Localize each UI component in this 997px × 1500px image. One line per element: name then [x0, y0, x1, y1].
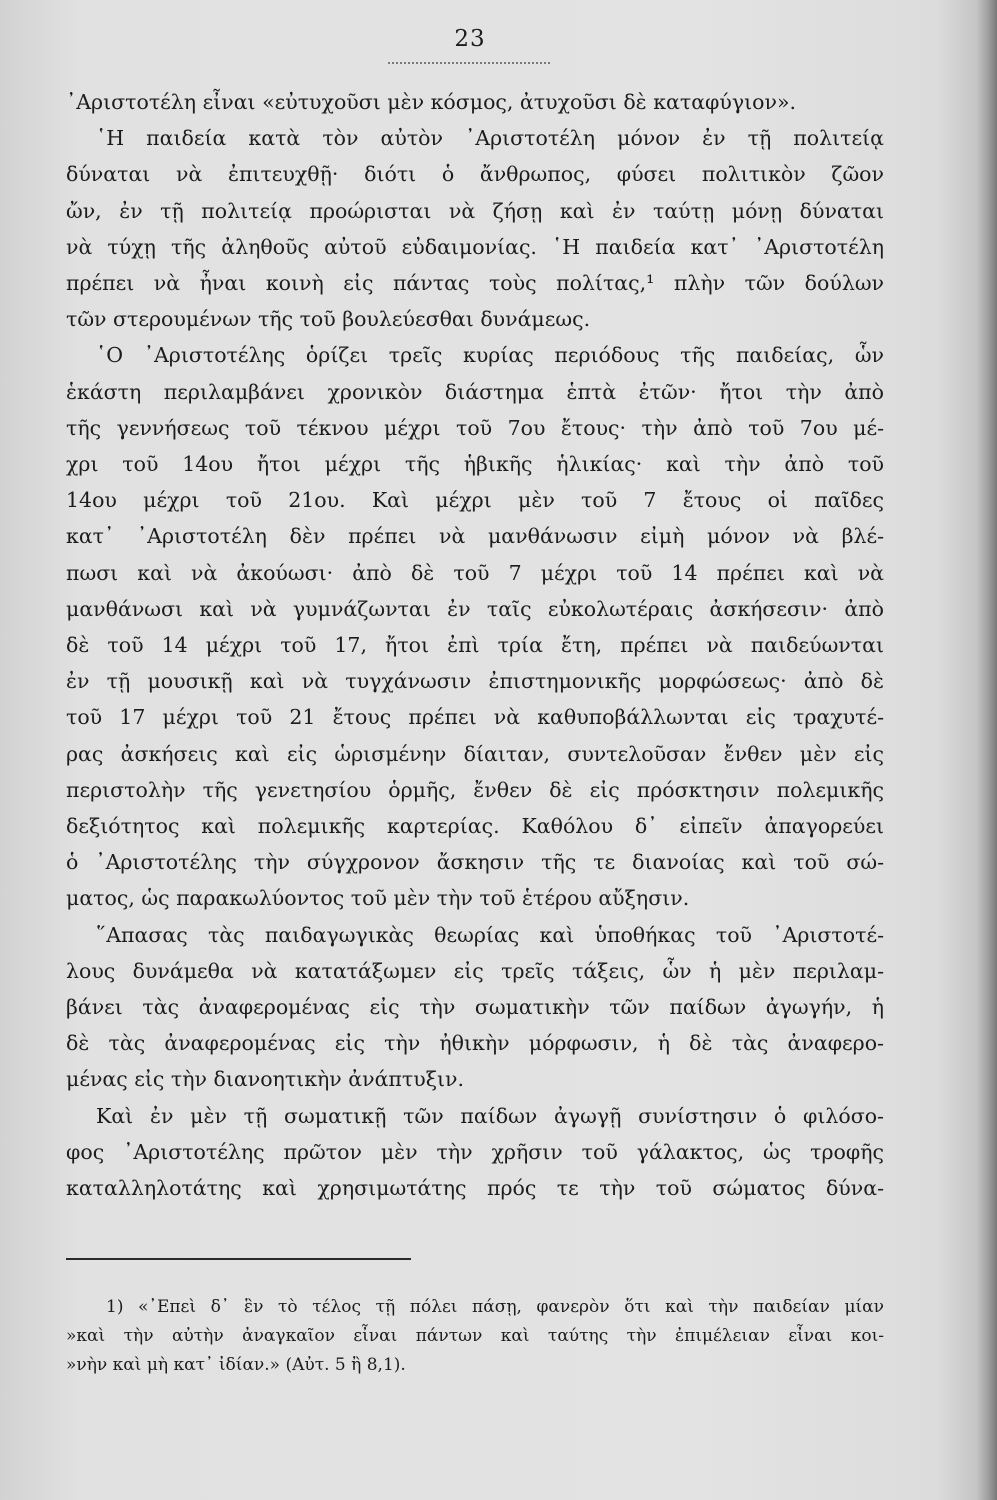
text-line: ρας ἀσκήσεις καὶ εἰς ὡρισμένην δίαιταν, συντελοῦσαν ἔνθεν μὲν εἰς	[66, 741, 884, 766]
footnote-line: »καὶ τὴν αὐτὴν ἀναγκαῖον εἶναι πάντων καὶ ταύτης τὴν ἐπιμέλειαν εἶναι κοι-	[66, 1326, 884, 1346]
footnote-line: 1) «᾿Επεὶ δ᾿ ἓν τὸ τέλος τῇ πόλει πάσῃ, φανερὸν ὅτι καὶ τὴν παιδείαν μίαν	[106, 1297, 884, 1317]
text-line: κατ᾿ ᾿Αριστοτέλη δὲν πρέπει νὰ μανθάνωσιν εἰμὴ μόνον νὰ βλέ-	[66, 524, 884, 549]
text-line: ῾Ο ᾿Αριστοτέλης ὁρίζει τρεῖς κυρίας περιόδους τῆς παιδείας, ὧν	[96, 343, 884, 368]
text-line: τῆς γεννήσεως τοῦ τέκνου μέχρι τοῦ 7ου ἔτους· τὴν ἀπὸ τοῦ 7ου μέ-	[66, 415, 884, 440]
text-line: τῶν στερουμένων τῆς τοῦ βουλεύεσθαι δυνάμεως.	[66, 307, 591, 332]
text-line: ματος, ὡς παρακωλύοντος τοῦ μὲν τὴν τοῦ ἑτέρου αὔξησιν.	[66, 886, 690, 911]
text-line: περιστολὴν τῆς γενετησίου ὁρμῆς, ἔνθεν δὲ εἰς πρόσκτησιν πολεμικῆς	[66, 777, 884, 802]
footnote-line: »νὴν καὶ μὴ κατ᾿ ἰδίαν.» (Αὐτ. 5 ἢ 8,1).	[66, 1355, 406, 1375]
text-line: καταλληλοτάτης καὶ χρησιμωτάτης πρός τε τὴν τοῦ σώματος δύνα-	[66, 1176, 884, 1201]
footnote	[66, 1293, 884, 1380]
text-line: λους δυνάμεθα νὰ κατατάξωμεν εἰς τρεῖς τάξεις, ὧν ἡ μὲν περιλαμ-	[66, 958, 884, 983]
text-line: φος ᾿Αριστοτέλης πρῶτον μὲν τὴν χρῆσιν τοῦ γάλακτος, ὡς τροφῆς	[66, 1139, 884, 1164]
text-line: ᾿Αριστοτέλη εἶναι «εὐτυχοῦσι μὲν κόσμος, ἀτυχοῦσι δὲ καταφύγιον».	[66, 90, 797, 114]
text-line: δεξιότητος καὶ πολεμικῆς καρτερίας. Καθόλου δ᾿ εἰπεῖν ἀπαγορεύει	[66, 814, 884, 839]
text-line: ἑκάστη περιλαμβάνει χρονικὸν διάστημα ἑπτὰ ἐτῶν· ἤτοι τὴν ἀπὸ	[66, 379, 884, 404]
text-line: βάνει τὰς ἀναφερομένας εἰς τὴν σωματικὴν τῶν παίδων ἀγωγήν, ἡ	[66, 995, 884, 1020]
text-line: νὰ τύχῃ τῆς ἀληθοῦς αὐτοῦ εὐδαιμονίας. ῾Η παιδεία κατ᾿ ᾿Αριστοτέλη	[66, 234, 884, 259]
text-line: Καὶ ἐν μὲν τῇ σωματικῇ τῶν παίδων ἀγωγῇ συνίστησιν ὁ φιλόσο-	[96, 1103, 884, 1128]
text-line: πωσι καὶ νὰ ἀκούωσι· ἀπὸ δὲ τοῦ 7 μέχρι τοῦ 14 πρέπει καὶ νὰ	[66, 560, 884, 585]
text-line: μένας εἰς τὴν διανοητικὴν ἀνάπτυξιν.	[66, 1067, 464, 1092]
text-line: πρέπει νὰ ἦναι κοινὴ εἰς πάντας τοὺς πολίτας,¹ πλὴν τῶν δούλων	[66, 271, 884, 296]
text-line: 14ου μέχρι τοῦ 21ου. Καὶ μέχρι μὲν τοῦ 7 ἔτους οἱ παῖδες	[66, 488, 884, 513]
page-number-rule	[388, 62, 550, 64]
text-line: δὲ τὰς ἀναφερομένας εἰς τὴν ἠθικὴν μόρφωσιν, ἡ δὲ τὰς ἀναφερο-	[66, 1031, 884, 1056]
text-line: ἐν τῇ μουσικῇ καὶ νὰ τυγχάνωσιν ἐπιστημονικῆς μορφώσεως· ἀπὸ δὲ	[66, 669, 884, 694]
footnote-separator	[66, 1258, 411, 1260]
text-line: δύναται νὰ ἐπιτευχθῇ· διότι ὁ ἄνθρωπος, φύσει πολιτικὸν ζῶον	[66, 162, 884, 187]
text-line: ῞Απασας τὰς παιδαγωγικὰς θεωρίας καὶ ὑποθήκας τοῦ ᾿Αριστοτέ-	[96, 922, 884, 947]
text-line: ὁ ᾿Αριστοτέλης τὴν σύγχρονον ἄσκησιν τῆς τε διανοίας καὶ τοῦ σώ-	[66, 850, 884, 875]
main-text	[66, 84, 884, 1206]
page-number: 23	[454, 26, 486, 52]
text-line: ὤν, ἐν τῇ πολιτείᾳ προώρισται νὰ ζήσῃ καὶ ἐν ταύτῃ μόνῃ δύναται	[66, 198, 884, 223]
text-line: δὲ τοῦ 14 μέχρι τοῦ 17, ἤτοι ἐπὶ τρία ἔτη, πρέπει νὰ παιδεύωνται	[66, 633, 884, 658]
text-line: ῾Η παιδεία κατὰ τὸν αὐτὸν ᾿Αριστοτέλη μόνον ἐν τῇ πολιτείᾳ	[96, 126, 884, 151]
text-line: τοῦ 17 μέχρι τοῦ 21 ἔτους πρέπει νὰ καθυποβάλλωνται εἰς τραχυτέ-	[66, 705, 884, 730]
text-line: μανθάνωσι καὶ νὰ γυμνάζωνται ἐν ταῖς εὐκολωτέραις ἀσκήσεσιν· ἀπὸ	[66, 596, 884, 621]
text-line: χρι τοῦ 14ου ἤτοι μέχρι τῆς ἡβικῆς ἡλικίας· καὶ τὴν ἀπὸ τοῦ	[66, 452, 884, 477]
page-binding-shadow	[977, 0, 997, 1500]
